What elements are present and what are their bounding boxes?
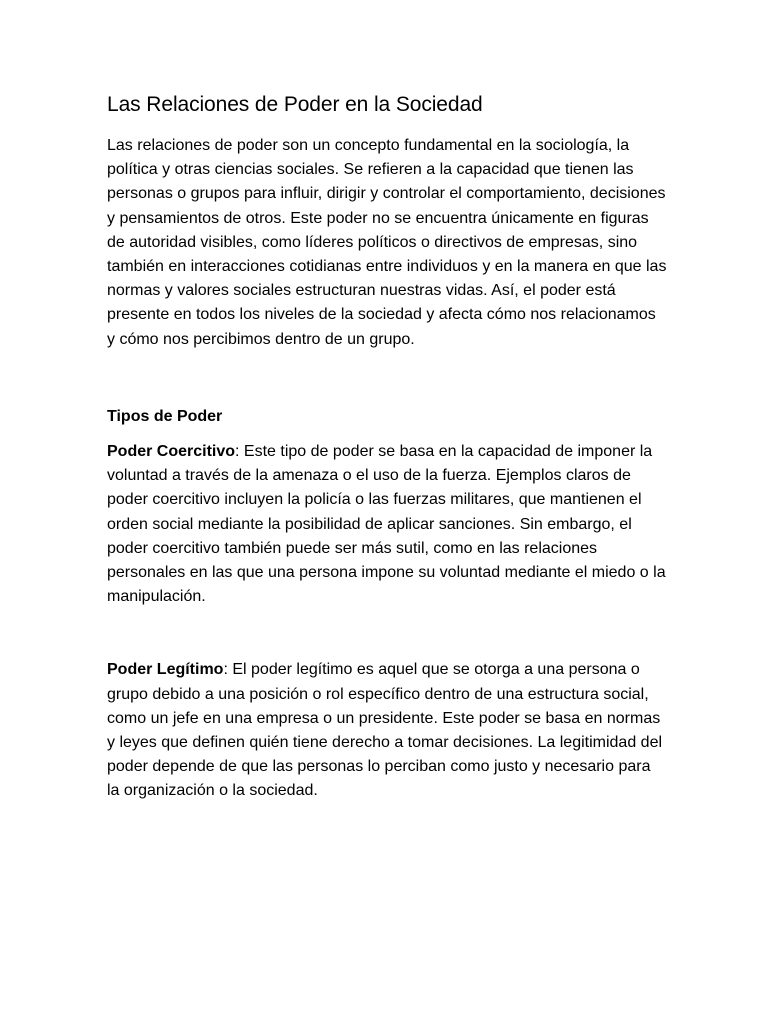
document-title: Las Relaciones de Poder en la Sociedad bbox=[107, 93, 483, 116]
intro-paragraph: Las relaciones de poder son un concepto fundamental en la sociología, la política y otras ciencias sociales. Se refieren a la capacidad que tienen las personas o grupos para influir, dirigir y controlar el comportamiento, decisiones y pensamientos de otros. Este poder no se encuentra únicamente en figuras de autoridad visibles, como líderes políticos o directivos de empresas, sino también en interacciones cotidianas entre individuos y en la manera en que las normas y valores sociales estructuran nuestras vidas. Así, el poder está presente en todos los niveles de la sociedad y afecta cómo nos relacionamos y cómo nos percibimos dentro de un grupo. bbox=[107, 137, 667, 348]
definition-poder-legitimo: : El poder legítimo es aquel que se otorga a una persona o grupo debido a una posición o rol específico dentro de una estructura social, como un jefe en una empresa o un presidente. Este poder se basa en normas y leyes que definen quién tiene derecho a tomar decisiones. La legitimidad del poder depende de que las personas lo perciban como justo y necesario para la organización o la sociedad. bbox=[107, 661, 663, 800]
section-heading-tipos-de-poder: Tipos de Poder bbox=[107, 407, 223, 425]
document-body bbox=[107, 88, 667, 804]
paragraph-poder-coercitivo bbox=[107, 440, 667, 609]
term-poder-coercitivo: Poder Coercitivo bbox=[107, 443, 236, 461]
definition-poder-coercitivo: : Este tipo de poder se basa en la capacidad de imponer la voluntad a través de la amenaza o el uso de la fuerza. Ejemplos claros de poder coercitivo incluyen la policía o las fuerzas militares, que mantienen el orden social mediante la posibilidad de aplicar sanciones. Sin embargo, el poder coercitivo también puede ser más sutil, como en las relaciones personales en las que una persona impone su voluntad mediante el miedo o la manipulación. bbox=[107, 443, 666, 606]
term-poder-legitimo: Poder Legítimo bbox=[107, 661, 224, 679]
paragraph-poder-legitimo bbox=[107, 658, 667, 803]
